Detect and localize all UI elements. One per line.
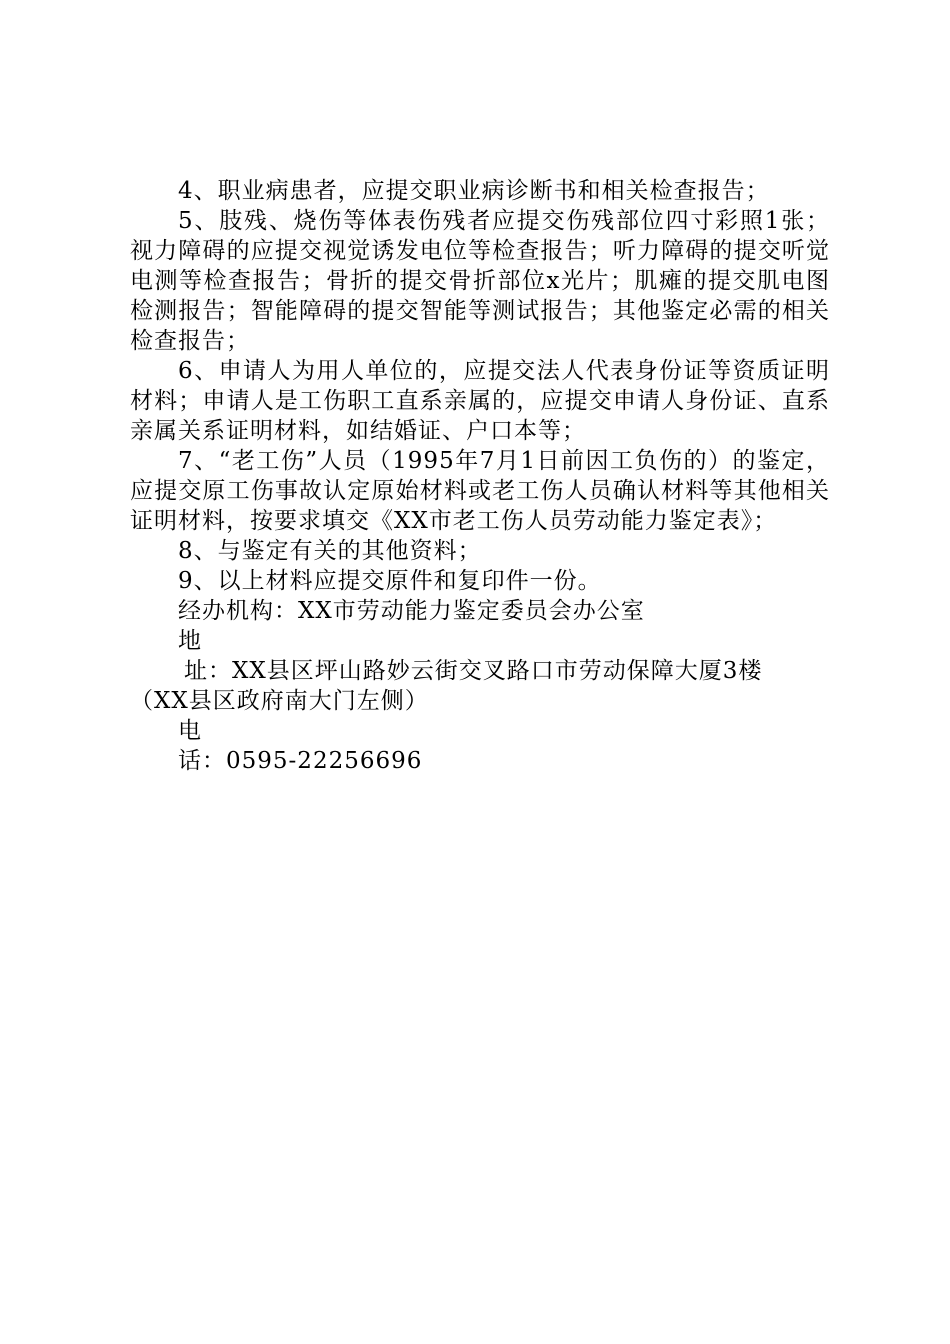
address-note-line: （XX县区政府南大门左侧） bbox=[130, 688, 429, 714]
item-5-paragraph: 5、肢残、烧伤等体表伤残者应提交伤残部位四寸彩照1张；视力障碍的应提交视觉诱发电位等检查报告；听力障碍的提交听觉电测等检查报告；骨折的提交骨折部位x光片；肌瘫的提交肌电图检测报告；智能障碍的提交智能等测试报告；其他鉴定必需的相关检查报告； bbox=[130, 208, 830, 354]
document-body bbox=[130, 176, 830, 776]
phone-label-char: 电 bbox=[178, 718, 202, 744]
item-9-paragraph: 9、以上材料应提交原件和复印件一份。 bbox=[178, 568, 602, 594]
item-7-paragraph: 7、“老工伤”人员（1995年7月1日前因工负伤的）的鉴定，应提交原工伤事故认定原始材料或老工伤人员确认材料等其他相关证明材料，按要求填交《XX市老工伤人员劳动能力鉴定表》； bbox=[130, 448, 830, 534]
phone-line: 话：0595-22256696 bbox=[178, 748, 423, 774]
address-label-char: 地 bbox=[178, 628, 202, 654]
item-6-paragraph: 6、申请人为用人单位的，应提交法人代表身份证等资质证明材料；申请人是工伤职工直系亲属的，应提交申请人身份证、直系亲属关系证明材料，如结婚证、户口本等； bbox=[130, 358, 830, 444]
address-line: 址：XX县区坪山路妙云街交叉路口市劳动保障大厦3楼 bbox=[184, 658, 763, 684]
item-8-paragraph: 8、与鉴定有关的其他资料； bbox=[178, 538, 482, 564]
item-4-paragraph: 4、职业病患者，应提交职业病诊断书和相关检查报告； bbox=[178, 178, 770, 204]
agency-line: 经办机构：XX市劳动能力鉴定委员会办公室 bbox=[178, 598, 645, 624]
